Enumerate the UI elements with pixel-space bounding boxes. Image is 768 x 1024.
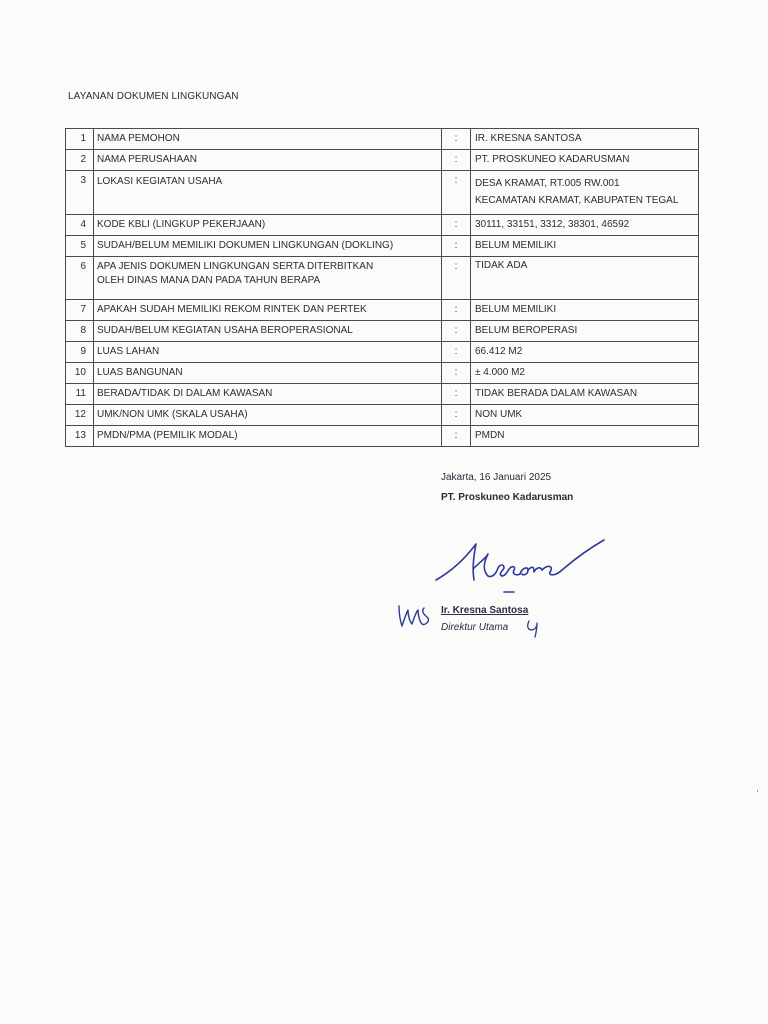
table-row	[66, 129, 699, 150]
row-label: UMK/NON UMK (SKALA USAHA)	[94, 405, 442, 426]
table-row	[66, 215, 699, 236]
row-number: 4	[66, 215, 94, 236]
row-separator: :	[442, 321, 471, 342]
row-separator: :	[442, 129, 471, 150]
table-row	[66, 150, 699, 171]
row-separator: :	[442, 171, 471, 215]
row-number: 6	[66, 257, 94, 300]
paraf-left-strokes	[399, 606, 428, 626]
row-value: TIDAK BERADA DALAM KAWASAN	[471, 384, 699, 405]
row-number: 7	[66, 300, 94, 321]
row-separator: :	[442, 405, 471, 426]
paraf-right-strokes	[528, 621, 537, 637]
row-label: PMDN/PMA (PEMILIK MODAL)	[94, 426, 442, 447]
row-value-line: KECAMATAN KRAMAT, KABUPATEN TEGAL	[475, 195, 679, 206]
scan-speck	[757, 790, 758, 792]
row-value	[471, 171, 699, 215]
company-name: PT. Proskuneo Kadarusman	[441, 492, 574, 503]
row-label: LUAS BANGUNAN	[94, 363, 442, 384]
row-label: SUDAH/BELUM KEGIATAN USAHA BEROPERASIONAL	[94, 321, 442, 342]
table-row	[66, 384, 699, 405]
table-row	[66, 236, 699, 257]
row-value: BELUM MEMILIKI	[471, 300, 699, 321]
row-number: 1	[66, 129, 94, 150]
table-row	[66, 405, 699, 426]
row-separator: :	[442, 363, 471, 384]
row-value: BELUM BEROPERASI	[471, 321, 699, 342]
row-number: 8	[66, 321, 94, 342]
row-separator: :	[442, 150, 471, 171]
row-label: NAMA PEMOHON	[94, 129, 442, 150]
info-table	[65, 128, 699, 447]
row-number: 9	[66, 342, 94, 363]
table-row	[66, 426, 699, 447]
signer-position: Direktur Utama	[441, 622, 509, 633]
row-label: SUDAH/BELUM MEMILIKI DOKUMEN LINGKUNGAN (DOKLING)	[94, 236, 442, 257]
row-number: 12	[66, 405, 94, 426]
table-row	[66, 321, 699, 342]
row-separator: :	[442, 384, 471, 405]
row-value: 66.412 M2	[471, 342, 699, 363]
row-value: PMDN	[471, 426, 699, 447]
row-separator: :	[442, 215, 471, 236]
paraf-initials-right	[525, 619, 541, 639]
row-number: 13	[66, 426, 94, 447]
row-label: NAMA PERUSAHAAN	[94, 150, 442, 171]
row-label: BERADA/TIDAK DI DALAM KAWASAN	[94, 384, 442, 405]
row-value: BELUM MEMILIKI	[471, 236, 699, 257]
row-number: 11	[66, 384, 94, 405]
signature-strokes	[436, 540, 604, 592]
row-value-line: DESA KRAMAT, RT.005 RW.001	[475, 178, 620, 189]
row-separator: :	[442, 426, 471, 447]
table-row	[66, 300, 699, 321]
row-separator: :	[442, 342, 471, 363]
handwritten-signature	[430, 530, 610, 600]
row-label-line: APA JENIS DOKUMEN LINGKUNGAN SERTA DITERBITKAN	[97, 261, 374, 272]
row-separator: :	[442, 300, 471, 321]
place-date: Jakarta, 16 Januari 2025	[441, 472, 552, 483]
table-row	[66, 257, 699, 300]
row-number: 3	[66, 171, 94, 215]
row-value: IR. KRESNA SANTOSA	[471, 129, 699, 150]
paraf-initials-left	[396, 600, 432, 630]
row-value: ± 4.000 M2	[471, 363, 699, 384]
row-label: LUAS LAHAN	[94, 342, 442, 363]
page-title: LAYANAN DOKUMEN LINGKUNGAN	[68, 91, 239, 102]
table-row	[66, 342, 699, 363]
row-value: TIDAK ADA	[471, 257, 699, 300]
row-number: 2	[66, 150, 94, 171]
row-value: 30111, 33151, 3312, 38301, 46592	[471, 215, 699, 236]
row-label: LOKASI KEGIATAN USAHA	[94, 171, 442, 215]
row-value: PT. PROSKUNEO KADARUSMAN	[471, 150, 699, 171]
row-label: KODE KBLI (LINGKUP PEKERJAAN)	[94, 215, 442, 236]
row-separator: :	[442, 257, 471, 300]
row-label: APAKAH SUDAH MEMILIKI REKOM RINTEK DAN PERTEK	[94, 300, 442, 321]
row-separator: :	[442, 236, 471, 257]
row-number: 10	[66, 363, 94, 384]
row-value: NON UMK	[471, 405, 699, 426]
signer-name: Ir. Kresna Santosa	[441, 605, 529, 616]
row-label	[94, 257, 442, 300]
table-row	[66, 363, 699, 384]
table-row	[66, 171, 699, 215]
row-label-line: OLEH DINAS MANA DAN PADA TAHUN BERAPA	[97, 275, 321, 286]
row-number: 5	[66, 236, 94, 257]
